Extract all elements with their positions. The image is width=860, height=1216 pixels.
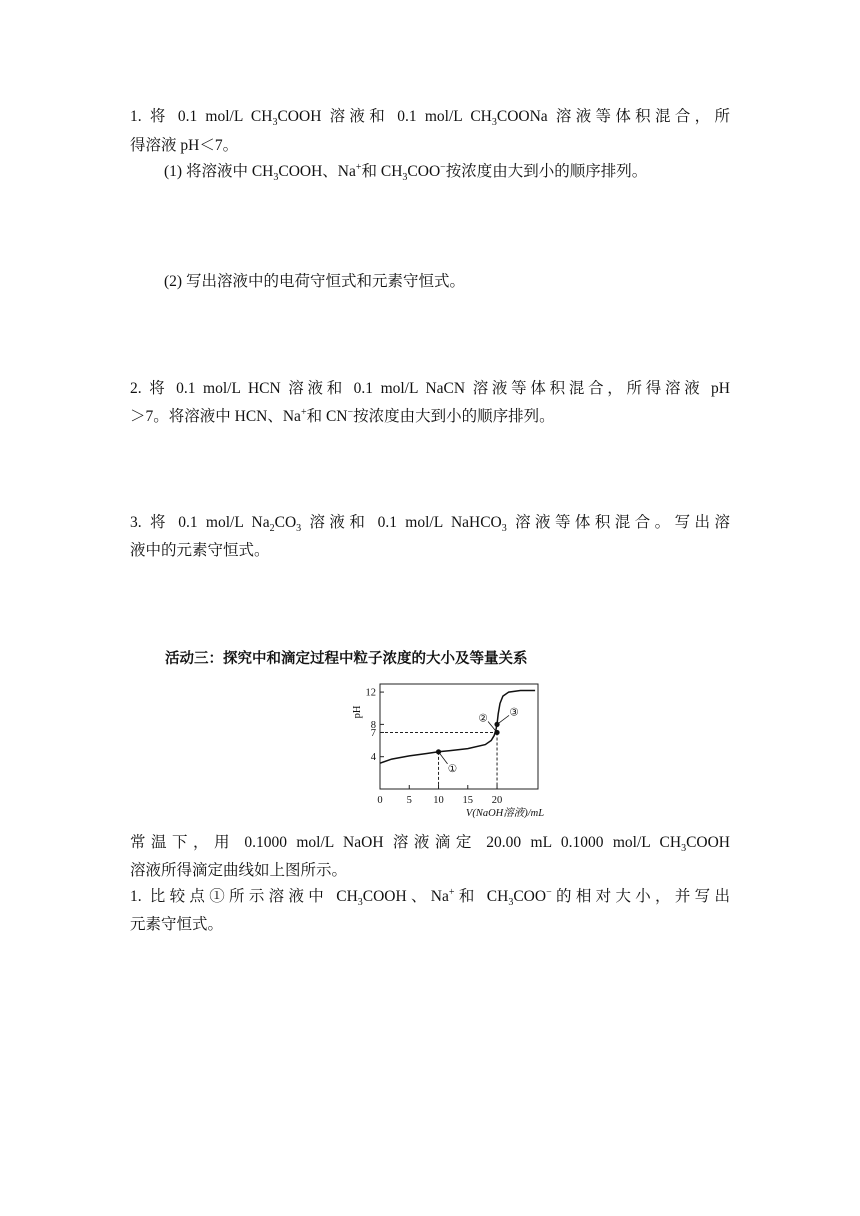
a1-line1: 1. 比较点①所示溶液中 $CH_3COOH$、Na+和 $CH_3COO^-$的相对大小，并写出 xyxy=(130,886,730,909)
point-leader xyxy=(497,715,509,724)
x-axis-label: V(NaOH溶液)/mL xyxy=(465,808,545,819)
y-axis-label: pH xyxy=(352,705,363,719)
q1-line2: 得溶液 pH＜7。 xyxy=(130,137,239,154)
activity-heading: 活动三：探究中和滴定过程中粒子浓度的大小及等量关系 xyxy=(165,651,528,667)
x-tick-label: 20 xyxy=(491,795,503,806)
point-label: ① xyxy=(447,763,458,775)
x-tick-label: 0 xyxy=(377,795,383,806)
q2-line1: 2. 将 0.1 mol/L HCN 溶液和 0.1 mol/L NaCN 溶液等体积混合，所得溶液 pH xyxy=(130,380,730,397)
titration-chart xyxy=(340,678,550,823)
point-leader xyxy=(439,752,448,764)
q1-sub2: (2) 写出溶液中的电荷守恒式和元素守恒式。 xyxy=(164,273,465,290)
x-tick-label: 10 xyxy=(433,795,444,806)
q3-line2: 液中的元素守恒式。 xyxy=(130,542,270,559)
q2-line2: ＞7。将溶液中 HCN、Na+和 CN−按浓度由大到小的顺序排列。 xyxy=(130,406,555,425)
y-tick-label: 12 xyxy=(365,687,376,699)
titration-curve xyxy=(380,691,535,764)
point-label: ③ xyxy=(509,707,519,719)
q1-line1: 1. 将 0.1 mol/L $CH_3COOH$ 溶液和 0.1 mol/L $CH_3COONa$ 溶液等体积混合，所 xyxy=(130,108,730,129)
x-tick-label: 15 xyxy=(462,795,474,806)
q1-sub1: (1) 将溶液中 $CH_3COOH$、Na+和 $CH_3COO^-$按浓度由大到小的顺序排列。 xyxy=(164,161,648,184)
point-label: ② xyxy=(478,713,488,725)
y-tick-label: 8 xyxy=(370,719,376,731)
plot-frame xyxy=(380,684,538,789)
intro-line2: 溶液所得滴定曲线如上图所示。 xyxy=(130,862,348,879)
q3-line1: 3. 将 0.1 mol/L $Na_2CO_3$ 溶液和 0.1 mol/L NaHCO$_3$ 溶液等体积混合。写出溶 xyxy=(130,514,730,535)
y-tick-label: 7 xyxy=(370,727,376,739)
a1-line2: 元素守恒式。 xyxy=(130,916,224,933)
y-tick-label: 4 xyxy=(370,752,376,764)
intro-line1: 常温下，用 0.1000 mol/L NaOH 溶液滴定 20.00 mL 0.1000 mol/L $CH_3COOH$ xyxy=(130,834,730,855)
x-tick-label: 5 xyxy=(406,795,412,806)
